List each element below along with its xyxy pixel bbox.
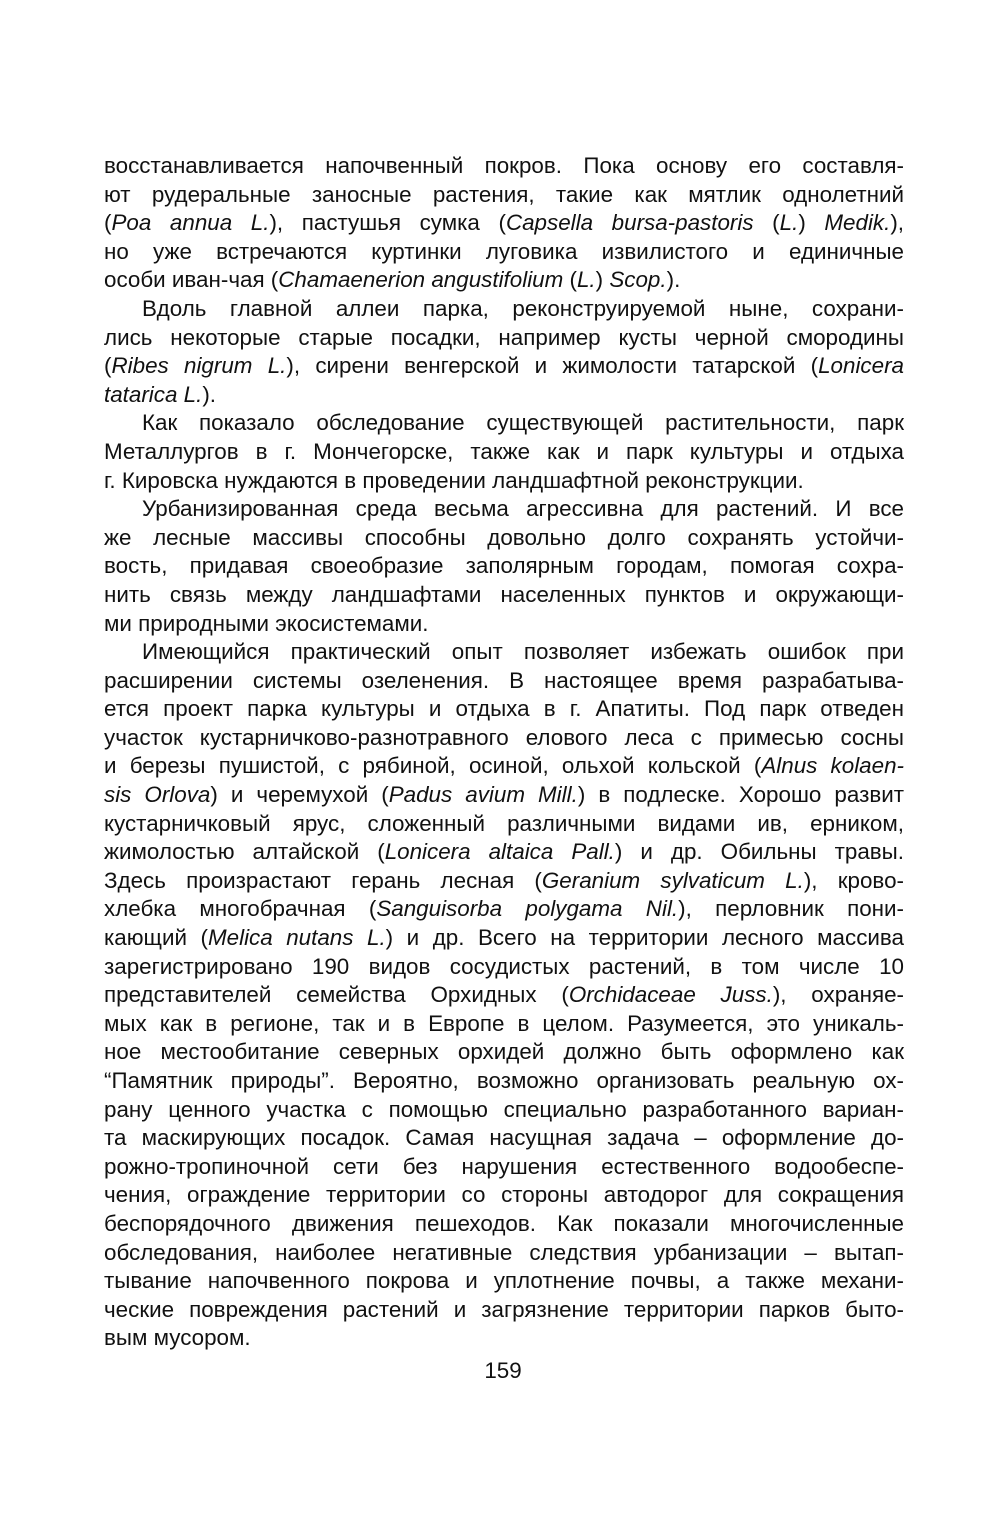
text-line xyxy=(104,581,904,610)
text-segment: кающий ( xyxy=(104,925,208,951)
text-line xyxy=(104,524,904,553)
page-number: 159 xyxy=(484,1358,522,1383)
text-line xyxy=(104,1010,904,1039)
text-line xyxy=(104,638,904,667)
text-line xyxy=(104,152,904,181)
text-segment: ) xyxy=(595,267,610,293)
text-segment: беспорядочного движения пешеходов. Как показали многочисленные xyxy=(104,1210,904,1236)
text-segment: хлебка многобрачная ( xyxy=(104,896,377,922)
text-segment: восстанавливается напочвенный покров. Пока основу его составля- xyxy=(104,153,904,178)
text-segment: ), перловник пони- xyxy=(678,896,904,922)
text-line xyxy=(104,1153,904,1182)
text-segment: Имеющийся практический опыт позволяет избежать ошибок при xyxy=(142,639,904,665)
italic-latin-name: Scop. xyxy=(609,267,667,293)
text-segment: ), крово- xyxy=(803,867,904,893)
text-segment: “Памятник природы”. Вероятно, возможно организовать реальную ох- xyxy=(104,1068,904,1093)
text-line xyxy=(104,467,904,496)
text-segment: ( xyxy=(104,210,112,236)
text-segment: вым мусором. xyxy=(104,1325,251,1351)
paragraph xyxy=(104,409,904,495)
text-segment: но уже встречаются куртинки луговика извилистого и единичные xyxy=(104,238,904,264)
italic-latin-name: Ribes nigrum L. xyxy=(111,353,287,379)
text-segment: вость, придавая своеобразие заполярным городам, помогая сохра- xyxy=(104,553,904,579)
text-line xyxy=(104,295,904,324)
text-segment: Здесь произрастают герань лесная ( xyxy=(104,867,542,893)
text-line xyxy=(104,1181,904,1210)
text-line xyxy=(104,810,904,839)
text-segment: же лесные массивы способны довольно долго сохранять устойчи- xyxy=(104,524,904,550)
text-segment: Как показало обследование существующей растительности, парк xyxy=(142,410,904,436)
text-line xyxy=(104,1267,904,1296)
text-line xyxy=(104,1210,904,1239)
text-line xyxy=(104,438,904,467)
text-segment: Металлургов в г. Мончегорске, также как и парк культуры и отдыха xyxy=(104,438,904,464)
text-segment: ), xyxy=(890,210,905,236)
paragraph xyxy=(104,295,904,409)
text-line xyxy=(104,724,904,753)
text-segment: ) и др. Обильны травы. xyxy=(614,839,904,865)
text-line xyxy=(104,352,904,381)
text-segment: ), сирени венгерской и жимолости татарской ( xyxy=(286,353,819,379)
text-line xyxy=(104,1124,904,1153)
text-line xyxy=(104,1324,904,1353)
text-segment: ми природными экосистемами. xyxy=(104,610,429,636)
page-body xyxy=(104,152,904,1353)
italic-latin-name: Medik. xyxy=(824,210,891,236)
text-line xyxy=(104,610,904,639)
text-segment: расширении системы озеленения. В настоящее время разрабатыва- xyxy=(104,667,904,693)
italic-latin-name: Poa annua L. xyxy=(111,210,270,236)
text-line xyxy=(104,495,904,524)
text-line xyxy=(104,209,904,238)
text-line xyxy=(104,1096,904,1125)
text-segment: ), пастушья сумка ( xyxy=(269,210,506,236)
paragraph xyxy=(104,152,904,295)
text-line xyxy=(104,266,904,295)
text-line xyxy=(104,895,904,924)
italic-latin-name: L. xyxy=(576,267,596,293)
text-line xyxy=(104,1038,904,1067)
text-segment: обследования, наиболее негативные следствия урбанизации – вытап- xyxy=(104,1239,904,1265)
italic-latin-name: tatarica L. xyxy=(104,381,203,407)
text-line xyxy=(104,981,904,1010)
text-segment: представителей семейства Орхидных ( xyxy=(104,982,569,1008)
text-segment: жимолостью алтайской ( xyxy=(104,839,385,865)
text-segment: ) и др. Всего на территории лесного массива xyxy=(385,925,904,951)
text-line xyxy=(104,781,904,810)
text-line xyxy=(104,752,904,781)
text-segment: Вдоль главной аллеи парка, реконструируемой ныне, сохрани- xyxy=(142,295,904,321)
text-segment: ), охраняе- xyxy=(772,982,904,1008)
text-segment: ). xyxy=(666,267,681,293)
text-segment: Урбанизированная среда весьма агрессивна для растений. И все xyxy=(142,496,904,522)
text-segment: лись некоторые старые посадки, например кусты черной смородины xyxy=(104,324,904,350)
text-segment: ется проект парка культуры и отдыха в г. Апатиты. Под парк отведен xyxy=(104,696,904,722)
text-segment: ) xyxy=(798,210,825,236)
italic-latin-name: sis Orlova xyxy=(104,782,211,808)
text-segment: ное местообитание северных орхидей должно быть оформлено как xyxy=(104,1039,904,1065)
text-line xyxy=(104,1296,904,1325)
italic-latin-name: Chamaenerion angustifolium xyxy=(278,267,564,293)
text-line xyxy=(104,552,904,581)
text-line xyxy=(104,409,904,438)
text-segment: ческие повреждения растений и загрязнение территории парков быто- xyxy=(104,1296,904,1322)
text-segment: зарегистрировано 190 видов сосудистых растений, в том числе 10 xyxy=(104,953,904,979)
italic-latin-name: Orchidaceae Juss. xyxy=(568,982,773,1008)
text-segment: г. Кировска нуждаются в проведении ландшафтной реконструкции. xyxy=(104,467,804,493)
text-segment: тывание напочвенного покрова и уплотнение почвы, а также механи- xyxy=(104,1268,904,1294)
text-line xyxy=(104,953,904,982)
text-segment: мых как в регионе, так и в Европе в целом. Разумеется, это уникаль- xyxy=(104,1010,904,1036)
text-line xyxy=(104,924,904,953)
text-line xyxy=(104,238,904,267)
italic-latin-name: Melica nutans L. xyxy=(207,925,386,951)
text-segment: чения, ограждение территории со стороны автодорог для сокращения xyxy=(104,1182,904,1208)
text-line xyxy=(104,1067,904,1096)
italic-latin-name: Geranium sylvaticum L. xyxy=(541,867,804,893)
text-line xyxy=(104,867,904,896)
text-line xyxy=(104,667,904,696)
text-segment: ют рудеральные заносные растения, такие как мятлик однолетний xyxy=(104,181,904,207)
italic-latin-name: Capsella bursa-pastoris xyxy=(505,210,754,236)
text-line xyxy=(104,324,904,353)
text-line xyxy=(104,181,904,210)
text-segment: нить связь между ландшафтами населенных пунктов и окружающи- xyxy=(104,581,904,607)
italic-latin-name: Lonicera xyxy=(818,353,904,379)
italic-latin-name: L. xyxy=(779,210,799,236)
italic-latin-name: Alnus kolaen- xyxy=(761,753,904,779)
text-segment: ). xyxy=(202,381,217,407)
text-segment: особи иван-чая ( xyxy=(104,267,279,293)
text-line xyxy=(104,381,904,410)
text-line xyxy=(104,838,904,867)
text-segment: и березы пушистой, с рябиной, осиной, ольхой кольской ( xyxy=(104,753,762,779)
text-segment: ) и черемухой ( xyxy=(210,782,389,808)
text-line xyxy=(104,1239,904,1268)
text-segment: ) в подлеске. Хорошо развит xyxy=(577,782,904,808)
italic-latin-name: Padus avium Mill. xyxy=(388,782,578,808)
text-segment: ( xyxy=(753,210,780,236)
text-line xyxy=(104,695,904,724)
italic-latin-name: Lonicera altaica Pall. xyxy=(384,839,615,865)
text-segment: кустарничковый ярус, сложенный различными видами ив, ерником, xyxy=(104,810,904,836)
text-segment: ( xyxy=(104,353,112,379)
text-segment: рану ценного участка с помощью специально разработанного вариан- xyxy=(104,1096,904,1122)
text-segment: та маскирующих посадок. Самая насущная задача – оформление до- xyxy=(104,1125,904,1151)
text-segment: ( xyxy=(563,267,577,293)
text-segment: рожно-тропиночной сети без нарушения естественного водообеспе- xyxy=(104,1153,904,1179)
text-segment: участок кустарничково-разнотравного елового леса с примесью сосны xyxy=(104,724,904,750)
paragraph xyxy=(104,495,904,638)
paragraph xyxy=(104,638,904,1353)
italic-latin-name: Sanguisorba polygama Nil. xyxy=(376,896,679,922)
